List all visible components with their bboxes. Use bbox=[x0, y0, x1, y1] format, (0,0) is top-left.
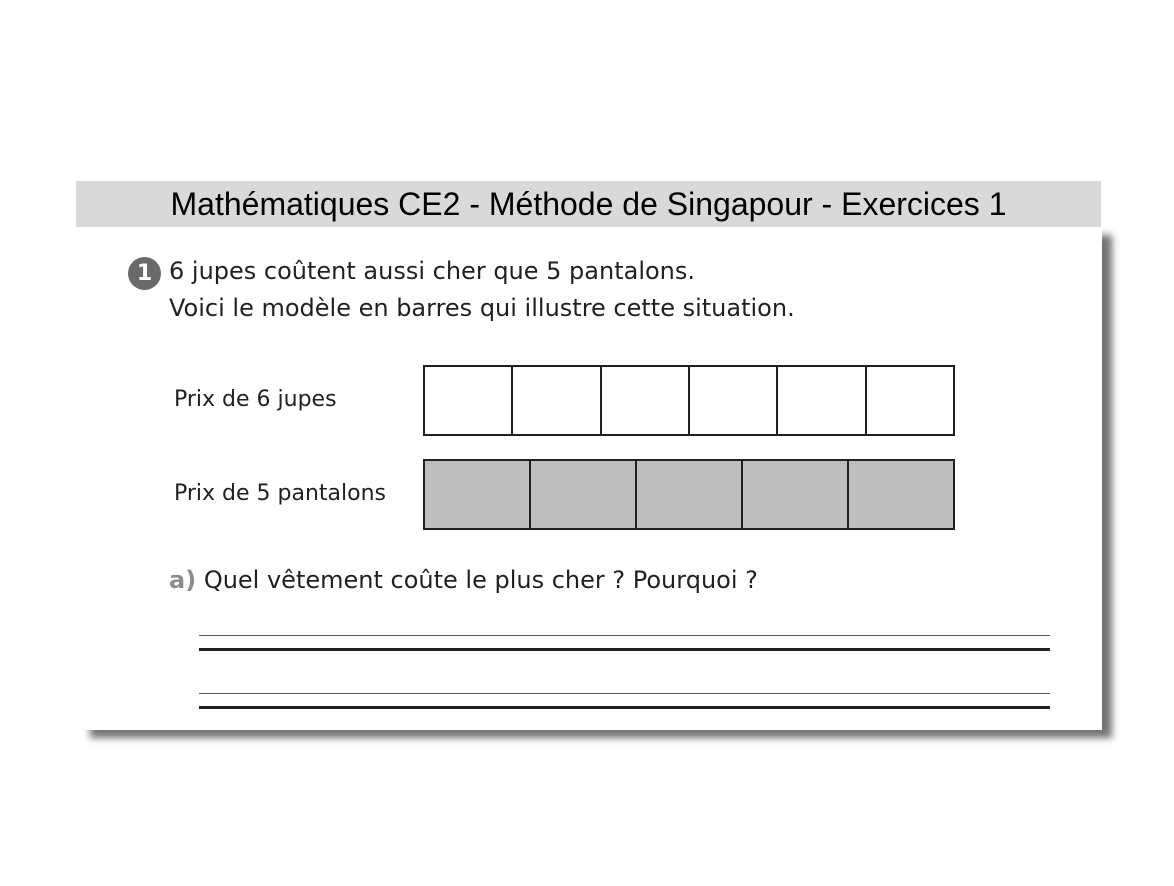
bar-segment bbox=[602, 367, 690, 434]
page-title: Mathématiques CE2 - Méthode de Singapour - Exercices 1 bbox=[170, 185, 1007, 222]
exercise-number-badge: 1 bbox=[128, 257, 161, 290]
bar-segment bbox=[867, 367, 953, 434]
answer-line[interactable] bbox=[199, 648, 1050, 651]
question-text: Quel vêtement coûte le plus cher ? Pourquoi ? bbox=[203, 566, 758, 594]
bar-label-jupes: Prix de 6 jupes bbox=[174, 387, 337, 412]
bar-segment bbox=[425, 461, 531, 528]
bar-segment bbox=[513, 367, 601, 434]
bar-label-pantalons: Prix de 5 pantalons bbox=[174, 481, 387, 506]
bar-segment bbox=[778, 367, 866, 434]
bar-jupes bbox=[423, 365, 955, 436]
bar-segment bbox=[743, 461, 849, 528]
bar-segment bbox=[531, 461, 637, 528]
bar-segment bbox=[849, 461, 953, 528]
question-marker: a) bbox=[169, 566, 197, 594]
bar-pantalons bbox=[423, 459, 955, 530]
header-bar bbox=[76, 181, 1101, 227]
bar-segment bbox=[690, 367, 778, 434]
answer-line-guide[interactable] bbox=[199, 693, 1050, 694]
bar-segment bbox=[425, 367, 513, 434]
question-a bbox=[169, 566, 758, 594]
exercise-statement-line1: 6 jupes coûtent aussi cher que 5 pantalons. bbox=[169, 257, 696, 285]
answer-line-guide[interactable] bbox=[199, 635, 1050, 636]
bar-segment bbox=[637, 461, 743, 528]
answer-line[interactable] bbox=[199, 706, 1050, 709]
exercise-statement-line2: Voici le modèle en barres qui illustre cette situation. bbox=[169, 294, 795, 322]
